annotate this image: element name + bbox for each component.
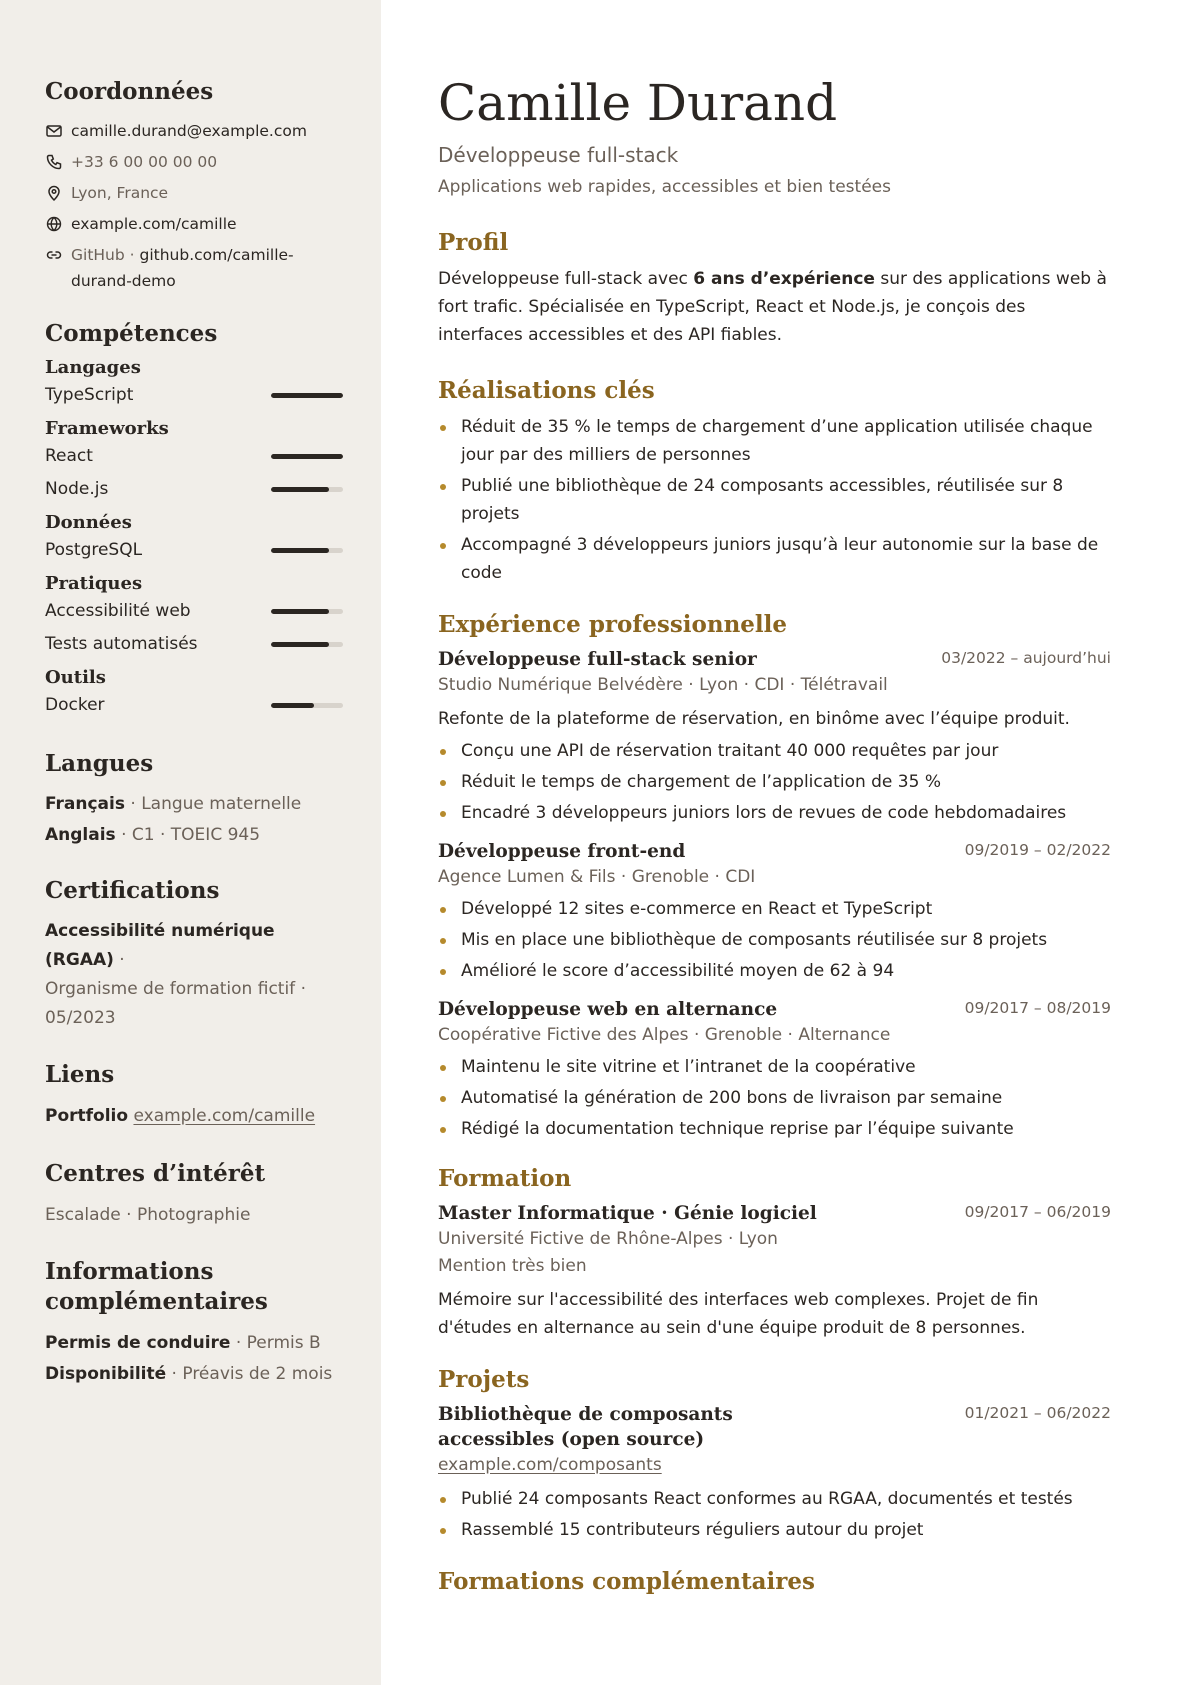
skill-level-fill xyxy=(271,609,329,614)
extra-section xyxy=(45,1257,343,1390)
skills-section xyxy=(45,320,343,720)
github-url-line2: durand-demo xyxy=(71,271,176,290)
job-bullet: Développé 12 sites e-commerce en React et TypeScript xyxy=(438,895,1111,923)
phone-text: +33 6 00 00 00 00 xyxy=(71,152,218,171)
certification-item xyxy=(45,917,343,1033)
skill-name: Tests automatisés xyxy=(45,633,198,654)
links-heading: Liens xyxy=(45,1061,115,1088)
extra-heading-line2: complémentaires xyxy=(45,1287,268,1315)
skill-level-fill xyxy=(271,393,343,398)
project-link[interactable]: example.com/composants xyxy=(438,1455,662,1475)
skill-item xyxy=(45,597,343,626)
job-entry xyxy=(438,997,1111,1143)
skill-category: Pratiques xyxy=(45,572,143,594)
skill-level-fill xyxy=(271,454,343,459)
skill-item xyxy=(45,691,343,720)
profile-before: Développeuse full-stack avec xyxy=(438,269,694,289)
language-detail: · C1 · TOEIC 945 xyxy=(115,825,261,846)
achievements-list xyxy=(438,413,1111,587)
skill-item xyxy=(45,630,343,659)
job-company: Agence Lumen & Fils · Grenoble · CDI xyxy=(438,867,756,887)
skill-item xyxy=(45,475,343,504)
certifications-heading: Certifications xyxy=(45,877,220,905)
phone-icon xyxy=(45,153,63,171)
interests-heading: Centres d’intérêt xyxy=(45,1159,266,1187)
skill-category: Langages xyxy=(45,356,141,378)
experience-section xyxy=(438,611,1111,1143)
skill-name: React xyxy=(45,445,93,466)
project-title-line2: accessibles (open source) xyxy=(438,1429,705,1450)
skill-item xyxy=(45,536,343,565)
portfolio-row xyxy=(45,1101,343,1132)
skill-level-bar xyxy=(271,609,343,614)
job-date: 09/2019 – 02/2022 xyxy=(964,841,1111,859)
achievements-heading: Réalisations clés xyxy=(438,377,655,404)
website-text: example.com/camille xyxy=(71,214,237,233)
extra-label: Disponibilité xyxy=(45,1363,167,1384)
skill-name: Accessibilité web xyxy=(45,600,191,621)
contact-location xyxy=(45,180,343,206)
education-school: Université Fictive de Rhône-Alpes · Lyon xyxy=(438,1229,778,1249)
skill-item xyxy=(45,381,343,410)
job-bullet: Rédigé la documentation technique reprise par l’équipe suivante xyxy=(438,1115,1111,1143)
experience-heading: Expérience professionnelle xyxy=(438,611,788,638)
portfolio-label: Portfolio xyxy=(45,1105,129,1126)
mail-icon xyxy=(45,122,63,140)
candidate-name: Camille Durand xyxy=(438,74,838,132)
language-item xyxy=(45,820,343,851)
projects-section xyxy=(438,1366,1111,1544)
languages-section xyxy=(45,750,343,852)
achievement-item: Publié une bibliothèque de 24 composants accessibles, réutilisée sur 8 projets xyxy=(438,472,1111,528)
certification-date: 05/2023 xyxy=(45,1008,116,1028)
education-mention: Mention très bien xyxy=(438,1256,587,1276)
contact-section xyxy=(45,78,343,294)
skill-group xyxy=(45,573,343,659)
profile-text xyxy=(438,265,1111,349)
achievements-section xyxy=(438,377,1111,587)
language-detail: · Langue maternelle xyxy=(124,794,302,815)
job-bullet: Mis en place une bibliothèque de composants réutilisée sur 8 projets xyxy=(438,926,1111,954)
job-bullets xyxy=(438,737,1111,827)
location-text: Lyon, France xyxy=(71,183,169,202)
profile-after: sur des applications web à fort trafic. Spécialisée en TypeScript, React et Node.js, je conçois des interfaces accessibles et des API fiables. xyxy=(438,269,1107,345)
certification-org: Organisme de formation fictif · xyxy=(45,979,306,999)
skill-name: PostgreSQL xyxy=(45,539,143,560)
project-bullets xyxy=(438,1485,1111,1544)
profile-bold: 6 ans d’expérience xyxy=(693,269,875,289)
skill-level-bar xyxy=(271,642,343,647)
project-bullet: Publié 24 composants React conformes au RGAA, documentés et testés xyxy=(438,1485,1111,1513)
extra-detail: · Permis B xyxy=(230,1332,321,1353)
training-heading: Formations complémentaires xyxy=(438,1568,815,1595)
contact-phone[interactable] xyxy=(45,149,343,175)
job-bullet: Maintenu le site vitrine et l’intranet de la coopérative xyxy=(438,1053,1111,1081)
skill-level-bar xyxy=(271,393,343,398)
job-title: Développeuse web en alternance xyxy=(438,999,778,1020)
skill-category: Outils xyxy=(45,666,106,688)
sidebar xyxy=(0,0,381,1685)
job-title: Développeuse full-stack senior xyxy=(438,649,757,670)
skill-level-fill xyxy=(271,703,314,708)
job-bullets xyxy=(438,1053,1111,1143)
job-summary: Refonte de la plateforme de réservation, en binôme avec l’équipe produit. xyxy=(438,709,1070,729)
skill-level-bar xyxy=(271,548,343,553)
education-section xyxy=(438,1165,1111,1342)
github-sep: · xyxy=(124,245,140,264)
project-title-line1: Bibliothèque de composants xyxy=(438,1404,733,1425)
skill-category: Données xyxy=(45,511,132,533)
job-company: Coopérative Fictive des Alpes · Grenoble · Alternance xyxy=(438,1025,891,1045)
extra-detail: · Préavis de 2 mois xyxy=(166,1363,333,1384)
skill-group xyxy=(45,512,343,565)
email-text: camille.durand@example.com xyxy=(71,121,307,140)
github-url-line1: github.com/camille- xyxy=(139,245,294,264)
job-bullets xyxy=(438,895,1111,985)
job-date: 09/2017 – 08/2019 xyxy=(964,999,1111,1017)
extra-item xyxy=(45,1359,343,1390)
extra-label: Permis de conduire xyxy=(45,1332,231,1353)
education-date: 09/2017 – 06/2019 xyxy=(964,1203,1111,1221)
achievement-item: Accompagné 3 développeurs juniors jusqu’à leur autonomie sur la base de code xyxy=(438,531,1111,587)
globe-icon xyxy=(45,215,63,233)
extra-item xyxy=(45,1328,343,1359)
skill-level-fill xyxy=(271,548,329,553)
portfolio-link[interactable]: example.com/camille xyxy=(133,1105,316,1126)
skill-level-fill xyxy=(271,487,329,492)
interests-text: Escalade · Photographie xyxy=(45,1204,251,1225)
skill-name: TypeScript xyxy=(45,384,134,405)
skill-group xyxy=(45,357,343,410)
extra-heading xyxy=(45,1257,343,1317)
skill-level-bar xyxy=(271,703,343,708)
tagline: Applications web rapides, accessibles et bien testées xyxy=(438,177,891,197)
skill-name: Docker xyxy=(45,694,105,715)
job-title: Développeuse front-end xyxy=(438,841,686,862)
github-text xyxy=(71,242,294,294)
job-bullet: Amélioré le score d’accessibilité moyen de 62 à 94 xyxy=(438,957,1111,985)
language-item xyxy=(45,789,343,820)
certifications-section xyxy=(45,877,343,1033)
link-icon xyxy=(45,246,63,264)
job-bullet: Réduit le temps de chargement de l’application de 35 % xyxy=(438,768,1111,796)
job-entry xyxy=(438,839,1111,985)
certification-name: Accessibilité numérique (RGAA) xyxy=(45,921,275,970)
skill-name: Node.js xyxy=(45,478,109,499)
skill-group xyxy=(45,667,343,720)
skills-heading: Compétences xyxy=(45,319,218,347)
profile-section xyxy=(438,229,1111,349)
achievement-item: Réduit de 35 % le temps de chargement d’une application utilisée chaque jour par des milliers de personnes xyxy=(438,413,1111,469)
job-company: Studio Numérique Belvédère · Lyon · CDI · Télétravail xyxy=(438,675,888,695)
skill-item xyxy=(45,442,343,471)
skill-group xyxy=(45,418,343,504)
job-date: 03/2022 – aujourd’hui xyxy=(941,649,1111,667)
contact-heading: Coordonnées xyxy=(45,78,214,105)
job-bullet: Conçu une API de réservation traitant 40 000 requêtes par jour xyxy=(438,737,1111,765)
education-heading: Formation xyxy=(438,1165,572,1192)
links-section xyxy=(45,1061,343,1132)
main-content xyxy=(381,0,1191,1685)
project-date: 01/2021 – 06/2022 xyxy=(964,1404,1111,1422)
job-entry xyxy=(438,647,1111,827)
education-description: Mémoire sur l'accessibilité des interfaces web complexes. Projet de fin d'études en alternance au sein d'une équipe produit de 8 personnes. xyxy=(438,1290,1039,1338)
skills-list xyxy=(45,357,343,720)
contact-website[interactable] xyxy=(45,211,343,237)
contact-email[interactable] xyxy=(45,118,343,144)
projects-heading: Projets xyxy=(438,1366,530,1393)
job-bullet: Automatisé la génération de 200 bons de livraison par semaine xyxy=(438,1084,1111,1112)
language-name: Français xyxy=(45,794,125,815)
training-section xyxy=(438,1568,1111,1595)
extra-heading-line1: Informations xyxy=(45,1257,214,1285)
project-title xyxy=(438,1402,733,1452)
profile-heading: Profil xyxy=(438,229,509,256)
skill-level-fill xyxy=(271,642,329,647)
languages-heading: Langues xyxy=(45,749,154,777)
interests-section xyxy=(45,1160,343,1231)
skill-level-bar xyxy=(271,454,343,459)
degree-title: Master Informatique · Génie logiciel xyxy=(438,1203,817,1224)
language-name: Anglais xyxy=(45,825,116,846)
project-bullet: Rassemblé 15 contributeurs réguliers autour du projet xyxy=(438,1516,1111,1544)
certification-sep: · xyxy=(113,950,125,970)
github-label: GitHub xyxy=(71,245,125,264)
job-bullet: Encadré 3 développeurs juniors lors de revues de code hebdomadaires xyxy=(438,799,1111,827)
skill-category: Frameworks xyxy=(45,417,169,439)
map-pin-icon xyxy=(45,184,63,202)
job-title-header: Développeuse full-stack xyxy=(438,143,679,167)
skill-level-bar xyxy=(271,487,343,492)
contact-github[interactable] xyxy=(45,242,343,294)
